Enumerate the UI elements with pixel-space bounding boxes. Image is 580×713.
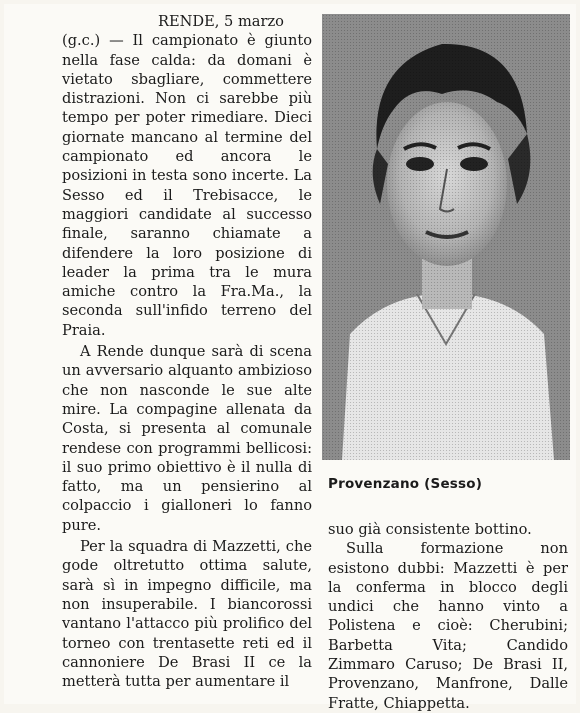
article-paragraph-4: Sulla formazione non esistono dubbi: Mazzetti è per la conferma in blocco degli undici che hanno vinto a Polistena e cioè: Cherubini; Barbetta Vita; Candido Zimmaro Caruso; De Brasi II, Provenzano, Manfrone, Dalle Fratte, Chiappetta. bbox=[328, 540, 568, 712]
article-left-column bbox=[62, 12, 312, 693]
player-photo bbox=[322, 14, 570, 460]
article-paragraph-2: A Rende dunque sarà di scena un avversario alquanto ambizioso che non nasconde le sue alte mire. La compagine allenata da Costa, si presenta al comunale rendese con programmi bellicosi: il suo primo obiettivo è il nulla di fatto, ma un pensierino al colpaccio i gialloneri lo fanno pure. bbox=[62, 343, 312, 534]
dateline: RENDE, 5 marzo bbox=[158, 13, 284, 30]
article-paragraph-1: RENDE, 5 marzo (g.c.) — Il campionato è giunto nella fase calda: da domani è vietato sbagliare, commettere distrazioni. Non ci sarebbe più tempo per poter rimediare. Dieci giornate mancano al termine del campionato ed ancora le posizioni in testa sono incerte. La Sesso ed il Trebisacce, le maggiori candidate al successo finale, saranno chiamate a difendere la loro posizione di leader la prima tra le mura amiche contro la Fra.Ma., la seconda sull'infido terreno del Praia. bbox=[62, 13, 312, 339]
article-right-column bbox=[328, 520, 568, 713]
photo-caption: Provenzano (Sesso) bbox=[328, 476, 483, 492]
article-continuation: suo già consistente bottino. bbox=[328, 521, 532, 538]
portrait-image bbox=[322, 14, 570, 460]
article-paragraph-3: Per la squadra di Mazzetti, che gode oltretutto ottima salute, sarà sì in impegno difficile, ma non insuperabile. I biancorossi vantano l'attacco più prolifico del torneo con trentasette reti ed il cannoniere De Brasi II ce la metterà tutta per aumentare il bbox=[62, 538, 312, 691]
